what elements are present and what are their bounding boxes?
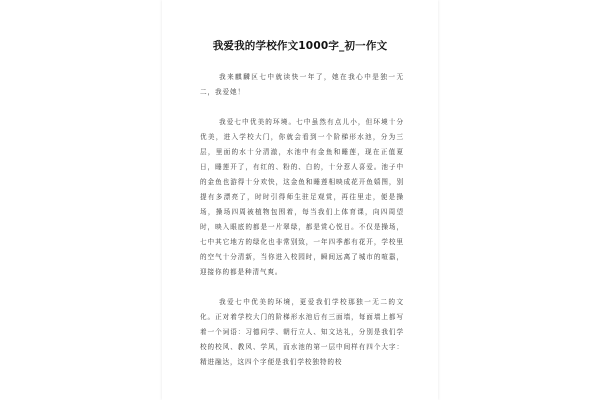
document-body (200, 70, 404, 385)
paragraph-2: 我爱七中优美的环境。七中虽然有点儿小，但环境十分优美，进入学校大门，你就会看到一个阶梯形水池，分为三层，里面的水十分清澈，水池中有金鱼和睡莲，现在正值夏日，睡莲开了，有红的、粉的、白的，十分惹人喜爱。池子中的金鱼也游得十分欢快，这金鱼和睡莲相映成花开鱼嬉图，别提有多漂亮了，时时引得师生驻足观赏，再往里走，便是操场，操场四周被植物包围着，每当我们上体育课，向四周望时，映入眼底的都是一片翠绿，都是赏心悦目。不仅是操场，七中其它地方的绿化也非常别致，一年四季都有花开，学校里的空气十分清新，当你进入校园时，瞬间远离了城市的喧嚣，迎接你的都是种清气爽。 (200, 118, 404, 276)
document-page (162, 0, 438, 400)
paragraph-3: 我爱七中优美的环境，更爱我们学校那独一无二的文化。正对着学校大门的阶梯形水池后有三面墙，每面墙上都写着一个词语：习德问学、朝行立人、知文达礼，分别是我们学校的校风、教风、学风，而水池的第一层中间样有四个大字：精进融达，这四个字便是我们学校独特的校 (200, 298, 404, 366)
document-title: 我爱我的学校作文1000字_初一作文 (212, 40, 388, 52)
paragraph-1: 我来麒麟区七中就读快一年了，她在我心中是独一无二，我爱她！ (200, 73, 404, 96)
